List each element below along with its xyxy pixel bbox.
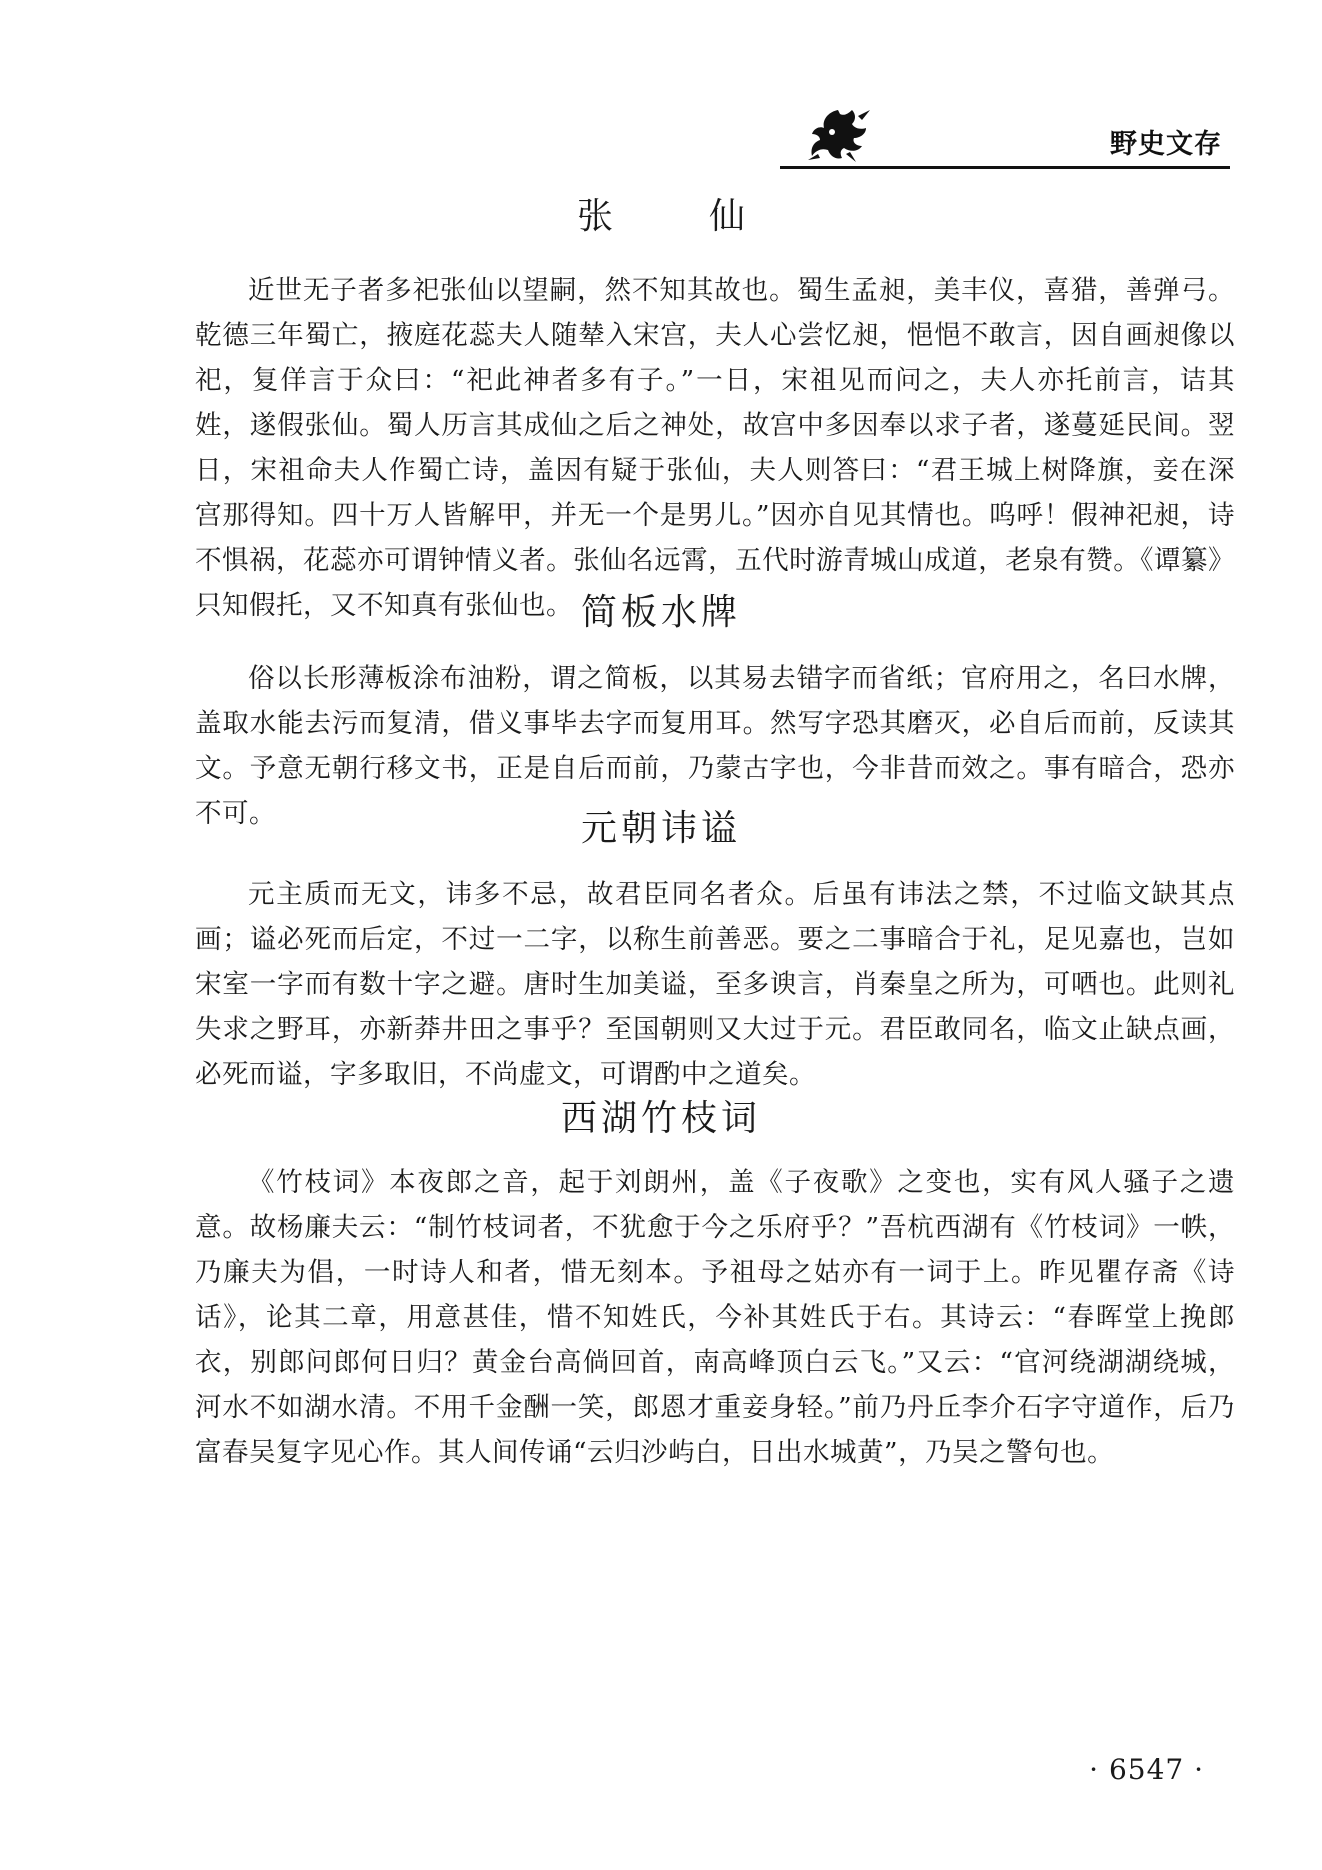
section-title-zhangxian: 张 仙 bbox=[576, 196, 775, 237]
section-body-yuanchao: 元主质而无文，讳多不忌，故君臣同名者众。后虽有讳法之禁，不过临文缺其点画；谥必死而后定，不过一二字，以称生前善恶。要之二事暗合于礼，足见嘉也，岂如宋室一字而有数十字之避。唐时生加美谥，至多谀言，肖秦皇之所为，可哂也。此则礼失求之野耳，亦新莽井田之事乎？至国朝则又大过于元。君臣敢同名，临文止缺点画，必死而谥，字多取旧，不尚虚文，可谓酌中之道矣。 bbox=[195, 879, 1235, 1090]
dragon-emblem-icon bbox=[798, 104, 878, 164]
header-title: 野史文存 bbox=[1110, 129, 1222, 160]
section-body-xihu: 《竹枝词》本夜郎之音，起于刘朗州，盖《子夜歌》之变也，实有风人骚子之遗意。故杨廉夫云：“制竹枝词者，不犹愈于今之乐府乎？”吾杭西湖有《竹枝词》一帙，乃廉夫为倡，一时诗人和者，惜无刻本。予祖母之姑亦有一词于上。昨见瞿存斋《诗话》，论其二章，用意甚佳，惜不知姓氏，今补其姓氏于右。其诗云：“春晖堂上挽郎衣，别郎问郎何日归？黄金台高倘回首，南高峰顶白云飞。”又云：“官河绕湖湖绕城，河水不如湖水清。不用千金酬一笑，郎恩才重妾身轻。”前乃丹丘李介石字守道作，后乃富春吴复字见心作。其人间传诵“云归沙屿白，日出水城黄”，乃吴之警句也。 bbox=[195, 1167, 1235, 1468]
section-title-xihu: 西湖竹枝词 bbox=[560, 1098, 761, 1139]
section-body-jianban: 俗以长形薄板涂布油粉，谓之简板，以其易去错字而省纸；官府用之，名曰水牌，盖取水能去污而复清，借义事毕去字而复用耳。然写字恐其磨灭，必自后而前，反读其文。予意无朝行移文书，正是自后而前，乃蒙古字也，今非昔而效之。事有暗合，恐亦不可。 bbox=[195, 663, 1235, 829]
header-rule bbox=[780, 166, 1230, 169]
running-header bbox=[780, 100, 1230, 170]
page-number: · 6547 · bbox=[1089, 1753, 1204, 1786]
section-title-yuanchao: 元朝讳谥 bbox=[580, 808, 741, 849]
section-title-jianban: 简板水牌 bbox=[580, 592, 741, 633]
section-body-zhangxian: 近世无子者多祀张仙以望嗣，然不知其故也。蜀生孟昶，美丰仪，喜猎，善弹弓。乾德三年蜀亡，掖庭花蕊夫人随辇入宋宫，夫人心尝忆昶，悒悒不敢言，因自画昶像以祀，复佯言于众曰：“祀此神者多有子。”一日，宋祖见而问之，夫人亦托前言，诘其姓，遂假张仙。蜀人历言其成仙之后之神处，故宫中多因奉以求子者，遂蔓延民间。翌日，宋祖命夫人作蜀亡诗，盖因有疑于张仙，夫人则答曰：“君王城上树降旗，妾在深宫那得知。四十万人皆解甲，并无一个是男儿。”因亦自见其情也。呜呼！假神祀昶，诗不惧祸，花蕊亦可谓钟情义者。张仙名远霄，五代时游青城山成道，老泉有赞。《谭纂》只知假托，又不知真有张仙也。 bbox=[195, 275, 1235, 621]
